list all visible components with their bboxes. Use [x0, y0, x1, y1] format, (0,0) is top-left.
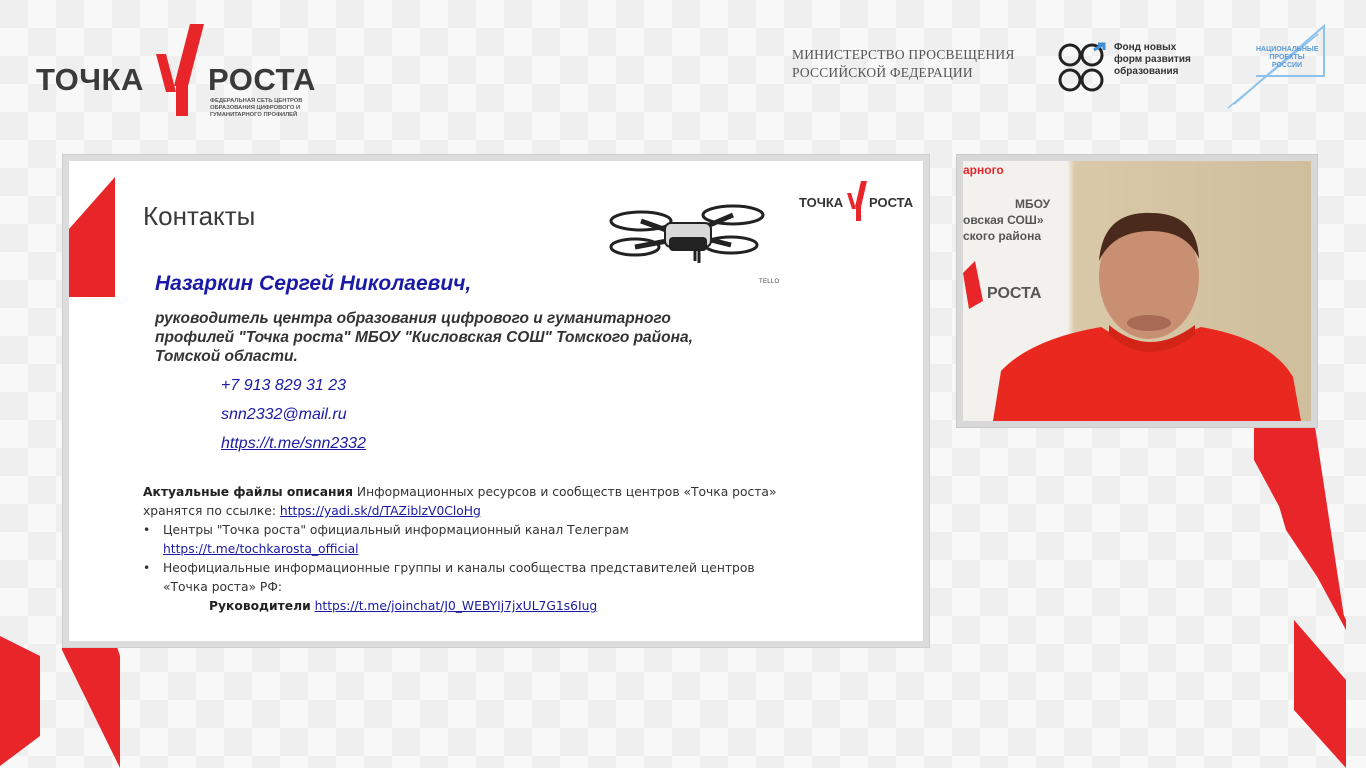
slide-logo-right: РОСТА [869, 195, 914, 210]
files-text-2: хранятся по ссылке: [143, 504, 280, 518]
person-name: Назаркин Сергей Николаевич, [155, 272, 472, 295]
cam-banner-line-1: арного [963, 163, 1004, 177]
slide-red-decor [69, 177, 115, 297]
leaders-link[interactable]: https://t.me/joinchat/J0_WEBYIj7jxUL7G1s6Iug [314, 599, 598, 613]
leaders-label: Руководители [209, 599, 311, 613]
files-block [143, 483, 843, 616]
drone-image-icon [609, 197, 769, 275]
bullet-2-text: Неофициальные информационные группы и каналы сообщества представителей центров [163, 561, 755, 575]
ministry-line-2: РОССИЙСКОЙ ФЕДЕРАЦИИ [792, 65, 973, 80]
role-line-3: Томской области. [155, 348, 298, 365]
files-intro [143, 483, 843, 502]
files-bold-label: Актуальные файлы описания [143, 485, 354, 499]
bullet-1-link[interactable]: https://t.me/tochkarosta_official [163, 542, 359, 556]
bullet-1-text: Центры "Точка роста" официальный информационный канал Телеграм [163, 523, 629, 537]
ministry-logo-text [792, 46, 1032, 82]
fond-line-2: форм развития [1114, 54, 1191, 65]
files-link[interactable]: https://yadi.sk/d/TAZiblzV0CloHg [279, 504, 481, 518]
fond-line-3: образования [1114, 66, 1179, 77]
bullet-2-text-2: «Точка роста» РФ: [163, 580, 283, 594]
fond-logo-text [1114, 42, 1214, 78]
contact-email[interactable]: snn2332@mail.ru [221, 406, 347, 423]
bullet-1-link-row [143, 540, 843, 559]
files-link-row [143, 502, 843, 521]
bullet-item-groups [143, 559, 843, 578]
logo-word-rosta: РОСТА [208, 62, 316, 97]
presenter-figure [991, 201, 1311, 421]
cam-banner-rosta: РОСТА [987, 285, 1042, 302]
national-projects-text: НАЦИОНАЛЬНЫЕ ПРОЕКТЫ РОССИИ [1256, 46, 1319, 69]
tochka-rosta-logo [36, 24, 326, 124]
red-decor-right [1250, 420, 1366, 768]
fond-line-1: Фонд новых [1114, 42, 1177, 53]
slide-logo-left: ТОЧКА [799, 195, 844, 210]
contact-phone: +7 913 829 31 23 [221, 377, 347, 394]
slide-logo-mark-icon [847, 181, 871, 221]
person-role [155, 309, 855, 366]
contact-telegram-link[interactable]: https://t.me/snn2332 [221, 435, 366, 452]
drone-label: TELLO [759, 279, 780, 285]
role-line-1: руководитель центра образования цифрового и гуманитарного [155, 310, 671, 327]
leaders-row [143, 597, 843, 616]
bullet-icon: • [143, 523, 151, 537]
logo-subtitle: ФЕДЕРАЛЬНАЯ СЕТЬ ЦЕНТРОВ ОБРАЗОВАНИЯ ЦИФРОВОГО И ГУМАНИТАРНОГО ПРОФИЛЕЙ [210, 98, 303, 118]
cam-banner-line-3: овская СОШ» [963, 213, 1044, 227]
files-text: Информационных ресурсов и сообществ центров «Точка роста» [353, 485, 777, 499]
cam-banner-mark-icon [963, 261, 987, 309]
role-line-2: профилей "Точка роста" МБОУ "Кисловская СОШ" Томского района, [155, 329, 693, 346]
slide-logo [797, 179, 915, 223]
fond-logo-icon [1058, 42, 1108, 94]
ministry-line-1: МИНИСТЕРСТВО ПРОСВЕЩЕНИЯ [792, 47, 1015, 62]
presentation-slide [69, 161, 923, 641]
cam-banner-line-2: МБОУ [1015, 197, 1051, 211]
cam-banner-line-4: ского района [963, 229, 1041, 243]
logo-mark-icon [154, 24, 212, 116]
bullet-icon: • [143, 561, 151, 575]
slide-title: Контакты [143, 201, 256, 231]
webcam-video [963, 161, 1311, 421]
logo-word-tochka: ТОЧКА [36, 62, 144, 97]
bullet-item-channel [143, 521, 843, 540]
